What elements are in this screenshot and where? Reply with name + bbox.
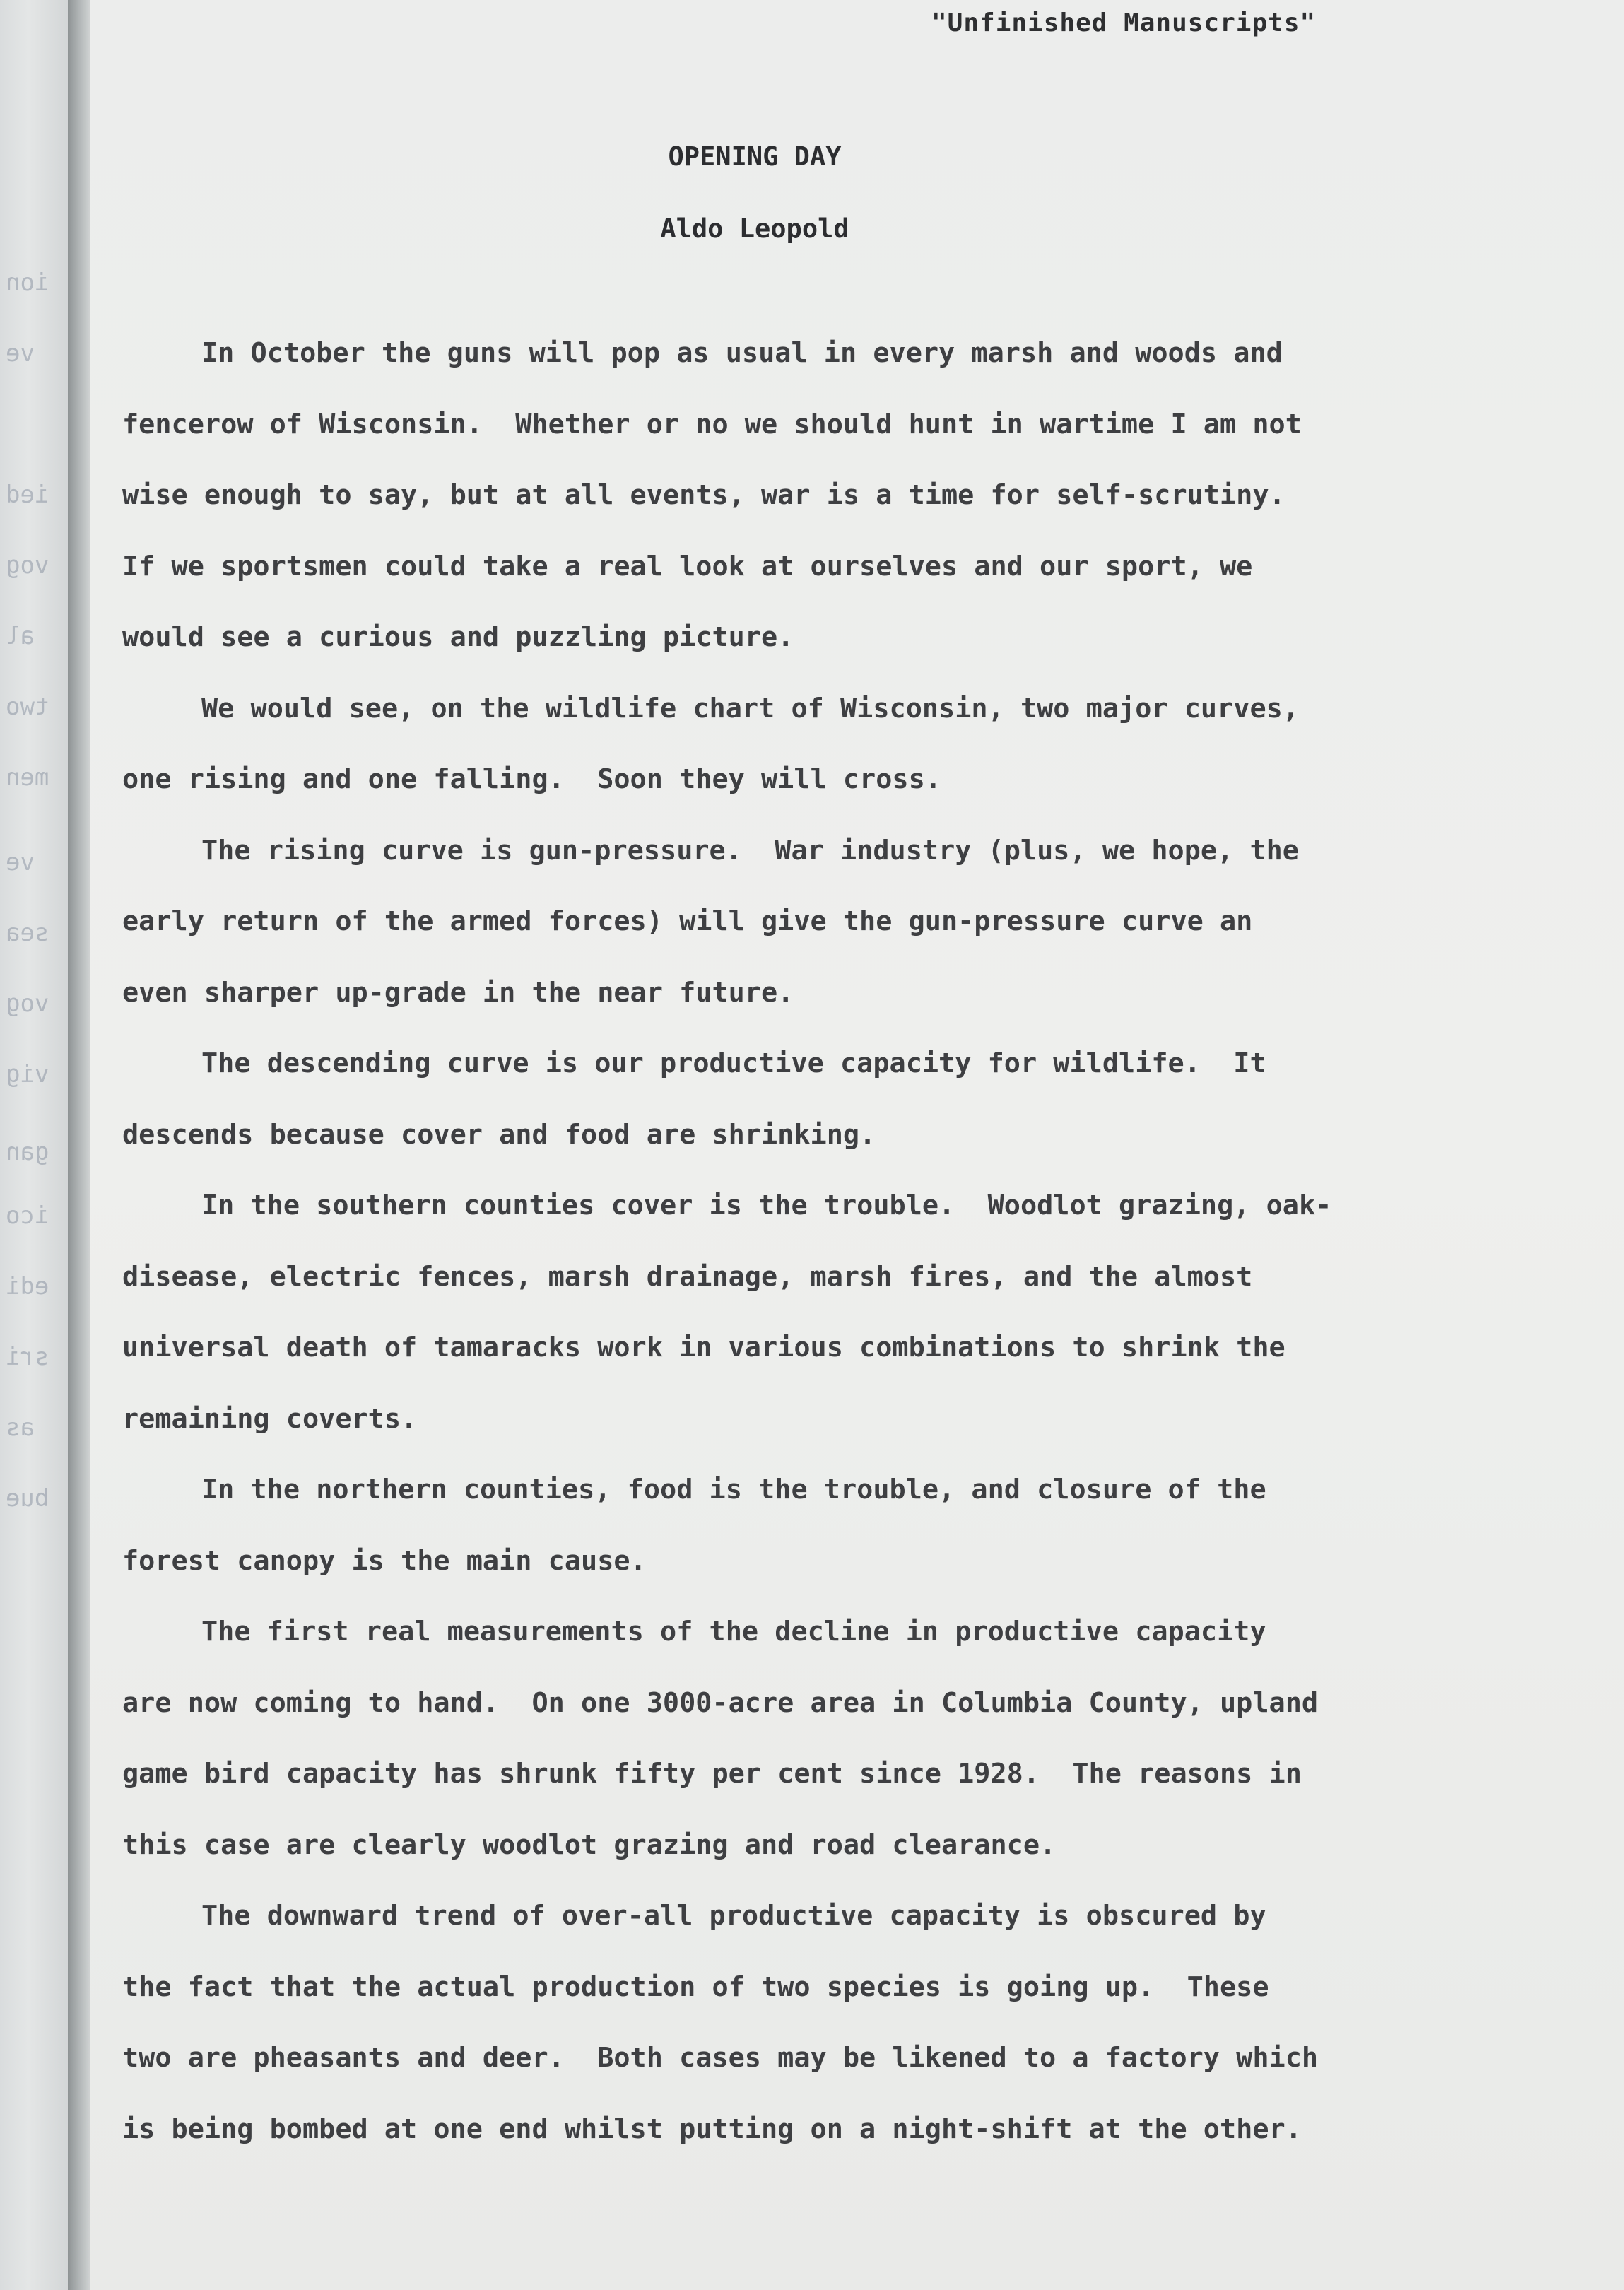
text-line: forest canopy is the main cause. [122,1544,647,1577]
body-paragraph [122,1881,1465,2165]
text-line: In the southern counties cover is the trouble. Woodlot grazing, oak- [201,1190,1332,1221]
manuscript-page [90,0,1624,2290]
collection-header-note: "Unfinished Manuscripts" [931,8,1317,37]
bleed-through-fragment: ve [6,848,35,876]
bleed-through-fragment: vig [6,1060,49,1088]
text-line: game bird capacity has shrunk fifty per cent since 1928. The reasons in [122,1758,1302,1790]
bleed-through-fragment: two [6,693,49,721]
text-line: The descending curve is our productive capacity for wildlife. It [201,1047,1266,1079]
bleed-through-fragment: bue [6,1484,49,1513]
body-paragraph [122,1455,1465,1597]
text-line: wise enough to say, but at all events, war is a time for self-scrutiny. [122,479,1285,511]
body-paragraph [122,1170,1465,1455]
bleed-through-fragment: edi [6,1272,49,1300]
text-line: disease, electric fences, marsh drainage, marsh fires, and the almost [122,1260,1253,1293]
bleed-through-fragment: ion [6,269,49,297]
text-line: The rising curve is gun-pressure. War industry (plus, we hope, the [201,834,1299,867]
text-line: If we sportsmen could take a real look at ourselves and our sport, we [122,550,1253,582]
bleed-through-fragment: ico [6,1202,49,1230]
text-line: The downward trend of over-all productive capacity is obscured by [201,1900,1266,1932]
text-line: We would see, on the wildlife chart of Wisconsin, two major curves, [201,692,1299,724]
body-paragraph [122,318,1465,674]
body-paragraph [122,1597,1465,1881]
text-line: even sharper up-grade in the near future. [122,976,794,1009]
text-line: In the northern counties, food is the trouble, and closure of the [201,1474,1266,1505]
document-body [122,318,1465,2165]
text-line: universal death of tamaracks work in various combinations to shrink the [122,1332,1285,1363]
text-line: this case are clearly woodlot grazing and road clearance. [122,1828,1057,1861]
text-line: are now coming to hand. On one 3000-acre area in Columbia County, upland [122,1686,1319,1719]
document-title: OPENING DAY [668,141,842,172]
text-line: fencerow of Wisconsin. Whether or no we should hunt in wartime I am not [122,408,1302,440]
bleed-through-fragment: sea [6,919,49,947]
text-line: descends because cover and food are shrinking. [122,1118,876,1151]
bleed-through-fragment: al [6,622,35,650]
text-line: The first real measurements of the decline in productive capacity [201,1616,1266,1648]
document-author: Aldo Leopold [660,213,849,244]
typescript-document [90,0,1624,2290]
bleed-through-fragment: vog [6,990,49,1018]
text-line: one rising and one falling. Soon they will cross. [122,763,941,795]
bleed-through-fragment: gan [6,1138,49,1166]
text-line: would see a curious and puzzling picture. [122,621,794,653]
bleed-through-fragment: ve [6,339,35,368]
body-paragraph [122,1028,1465,1170]
body-paragraph [122,674,1465,816]
bleed-through-fragment: ied [6,481,49,509]
text-line: the fact that the actual production of two species is going up. These [122,1971,1269,2003]
text-line: In October the guns will pop as usual in every marsh and woods and [201,337,1283,369]
text-line: two are pheasants and deer. Both cases may be likened to a factory which [122,2042,1319,2074]
bleed-through-fragment: men [6,763,49,792]
bleed-through-fragment: as [6,1414,35,1442]
text-line: early return of the armed forces) will give the gun-pressure curve an [122,905,1253,937]
text-line: is being bombed at one end whilst putting on a night-shift at the other. [122,2113,1302,2145]
bleed-through-fragment: sri [6,1343,49,1371]
text-line: remaining coverts. [122,1402,418,1435]
bleed-through-fragment: vog [6,551,49,580]
body-paragraph [122,816,1465,1029]
